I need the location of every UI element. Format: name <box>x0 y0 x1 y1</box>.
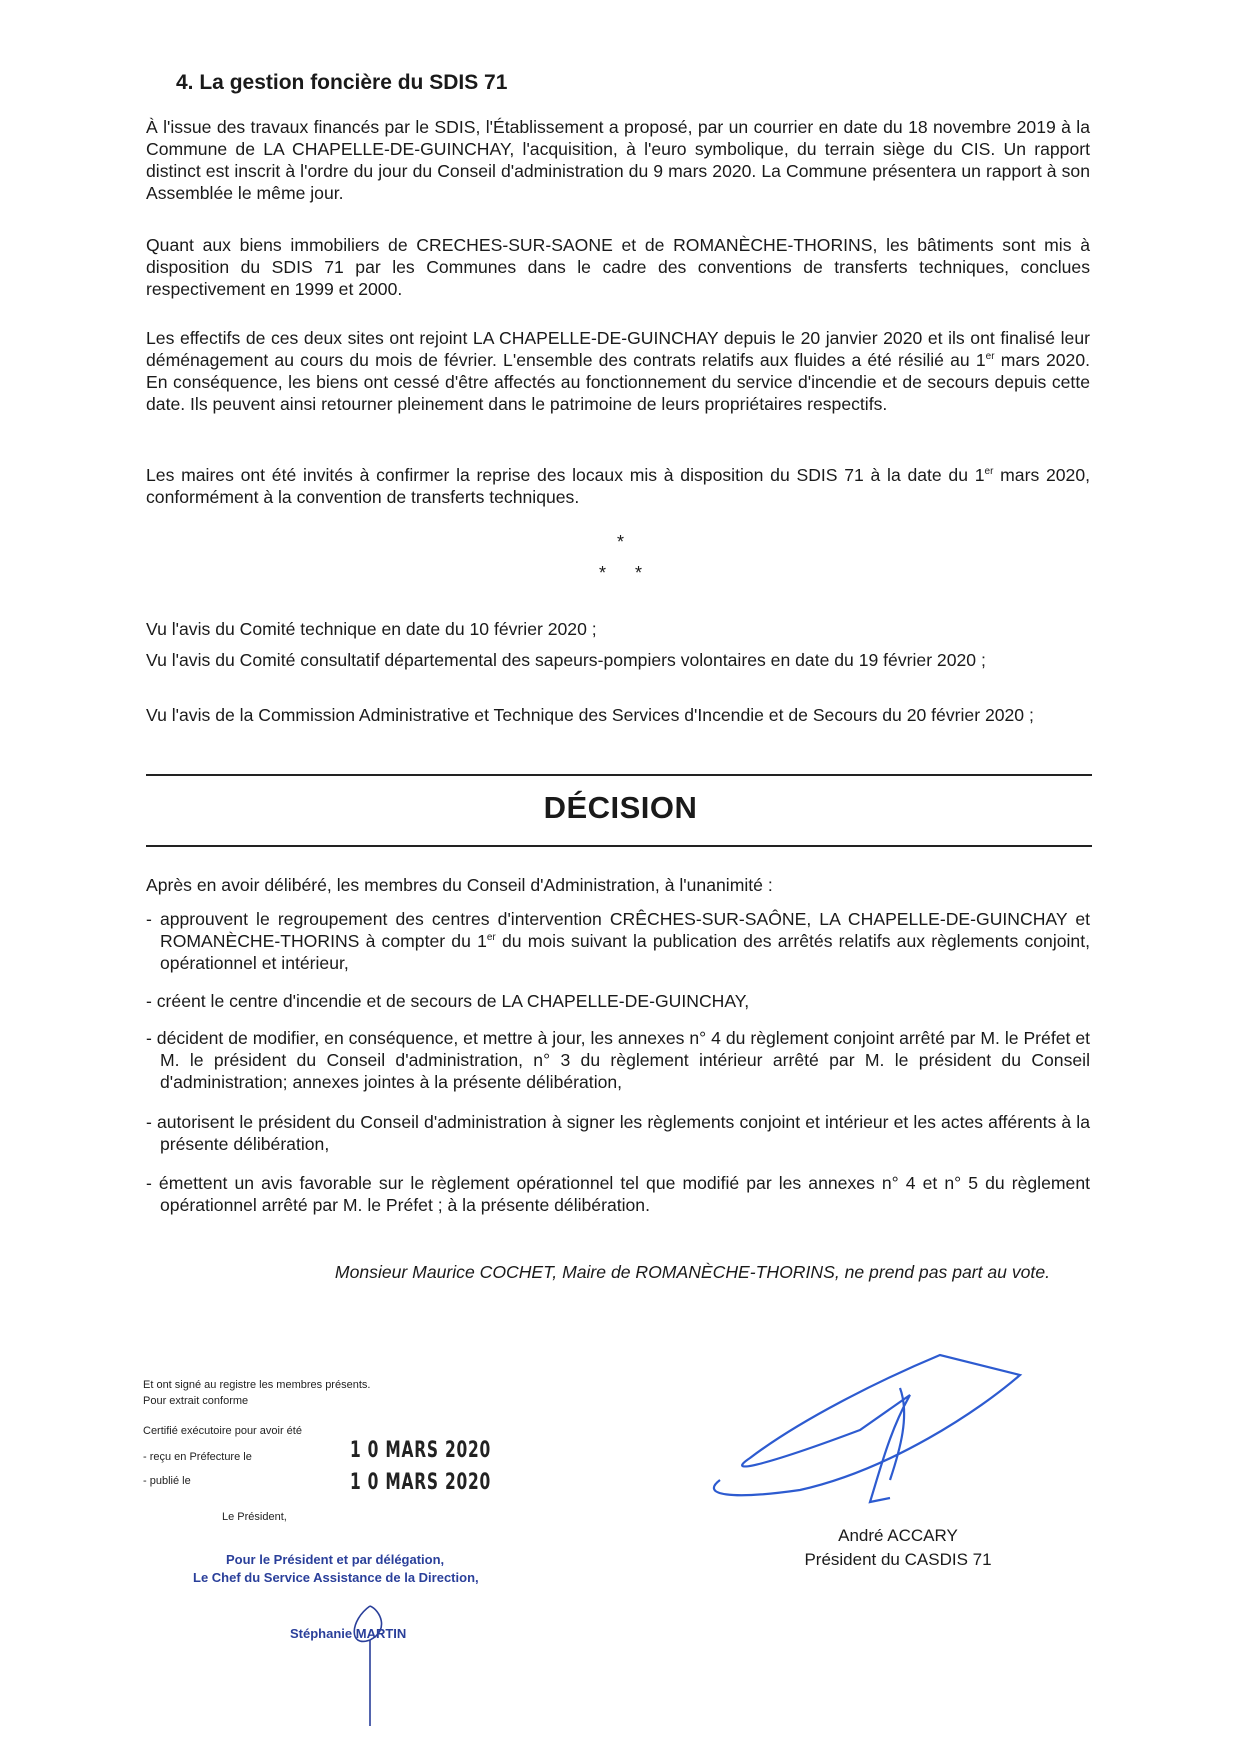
signatory-name: André ACCARY <box>838 1526 958 1545</box>
footer-president-label: Le Président, <box>222 1511 287 1523</box>
delegation-line-1: Pour le Président et par délégation, <box>226 1552 445 1567</box>
footer-extract: Pour extrait conforme <box>143 1395 249 1407</box>
signatory-title: Président du CASDIS 71 <box>804 1550 992 1569</box>
rule-top <box>146 774 1092 776</box>
paragraph-buildings: Quant aux biens immobiliers de CRECHES-SUR-SAONE et de ROMANÈCHE-THORINS, les bâtiments sont mis à disposition du SDIS 71 par les Communes dans le cadre des conventions de transferts techniques, conclues respectivement en 1999 et 2000. <box>146 235 1090 299</box>
paragraph-staff-move: Les effectifs de ces deux sites ont rejoint LA CHAPELLE-DE-GUINCHAY depuis le 20 janvier 2020 et ils ont finalisé leur déménagement au cours du mois de février. L'ensemble des contrats relatifs aux fluides a été résilié au 1er mars 2020. En conséquence, les biens ont cessé d'être affectés au fonctionnement du service d'incendie et de secours depuis cette date. Ils peuvent ainsi retourner pleinement dans le patrimoine de leurs propriétaires respectifs. <box>146 328 1090 414</box>
decision-item-approve: - approuvent le regroupement des centres d'intervention CRÊCHES-SUR-SAÔNE, LA CHAPELLE-DE-GUINCHAY et ROMANÈCHE-THORINS à compter du 1er du mois suivant la publication des arrêtés relatifs aux règlements conjoint, opérationnel et intérieur, <box>146 909 1090 973</box>
delegate-name: Stéphanie MARTIN <box>290 1626 407 1641</box>
decision-item-authorize: - autorisent le président du Conseil d'administration à signer les règlements conjoint et intérieur et les actes afférents à la présente délibération, <box>146 1112 1090 1154</box>
stamp-received-date: 1 0 MARS 2020 <box>350 1438 492 1463</box>
paragraph-land-acquisition: À l'issue des travaux financés par le SDIS, l'Établissement a proposé, par un courrier en date du 18 novembre 2019 à la Commune de LA CHAPELLE-DE-GUINCHAY, l'acquisition, à l'euro symbolique, du terrain siège du CIS. Un rapport distinct est inscrit à l'ordre du jour du Conseil d'administration du 9 mars 2020. La Commune présentera un rapport à son Assemblée le même jour. <box>146 117 1090 203</box>
footer-received-label: - reçu en Préfecture le <box>143 1451 252 1463</box>
footer-signed: Et ont signé au registre les membres présents. <box>143 1379 371 1391</box>
visa-volunteer-committee: Vu l'avis du Comité consultatif départemental des sapeurs-pompiers volontaires en date du 19 février 2020 ; <box>146 650 986 670</box>
stamp-published-date: 1 0 MARS 2020 <box>350 1470 492 1495</box>
footer-published-label: - publié le <box>143 1475 191 1487</box>
decision-title: DÉCISION <box>543 790 698 825</box>
separator-star-right: * <box>634 563 642 583</box>
section-heading: 4. La gestion foncière du SDIS 71 <box>176 71 508 94</box>
separator-star-top: * <box>616 532 624 552</box>
decision-intro: Après en avoir délibéré, les membres du Conseil d'Administration, à l'unanimité : <box>146 875 773 895</box>
paragraph-mayors: Les maires ont été invités à confirmer la reprise des locaux mis à disposition du SDIS 71 à la date du 1er mars 2020, conformément à la convention de transferts techniques. <box>146 465 1090 507</box>
delegate-signature-mark <box>340 1600 400 1730</box>
decision-item-create: - créent le centre d'incendie et de secours de LA CHAPELLE-DE-GUINCHAY, <box>146 991 750 1011</box>
separator-star-left: * <box>598 563 606 583</box>
decision-item-modify: - décident de modifier, en conséquence, et mettre à jour, les annexes n° 4 du règlement conjoint arrêté par M. le Préfet et M. le président du Conseil d'administration, n° 3 du règlement intérieur arrêté par M. le président du Conseil d'administration; annexes jointes à la présente délibération, <box>146 1028 1090 1092</box>
visa-technical-committee: Vu l'avis du Comité technique en date du 10 février 2020 ; <box>146 619 597 639</box>
rule-bottom <box>146 845 1092 847</box>
decision-item-opinion: - émettent un avis favorable sur le règlement opérationnel tel que modifié par les annexes n° 4 et n° 5 du règlement opérationnel arrêté par M. le Préfet ; à la présente délibération. <box>146 1173 1090 1215</box>
footer-certified: Certifié exécutoire pour avoir été <box>143 1425 302 1437</box>
president-signature-mark <box>690 1340 1060 1520</box>
delegation-line-2: Le Chef du Service Assistance de la Direction, <box>193 1570 479 1585</box>
abstention-note: Monsieur Maurice COCHET, Maire de ROMANÈCHE-THORINS, ne prend pas part au vote. <box>334 1262 1050 1282</box>
visa-commission: Vu l'avis de la Commission Administrative et Technique des Services d'Incendie et de Secours du 20 février 2020 ; <box>146 705 1034 725</box>
